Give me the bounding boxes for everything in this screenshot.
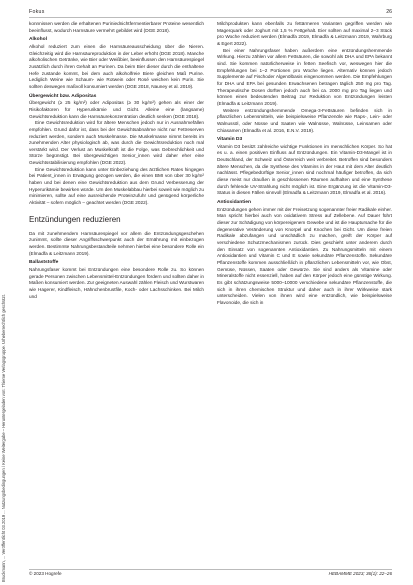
paragraph: Entzündungen gehen immer mit der Freisetzung sogenannter freier Radikale einher. Man spricht hierbei auch von oxidativem Stress auf Zellebene. Auf Dauer führt dieser zur Schädigung von körpereigenem Gewebe und ist die Hauptursache für die degenerative Veränderung von Knorpel und Knochen bei Gicht. Um diese freien Radikale abzufangen und unschädlich zu machen, greift der Körper auf verschiedene Schutzmechanismen zurück. Dies geschieht unter anderem durch den Einsatz von sogenannten Antioxidantien. Zu Nahrungsmitteln mit einem Antioxidantien und Vitamin C und E sowie sekundäre Pflanzenstoffe. Sekundäre Pflanzenstoffe kommen ausschließlich in pflanzlichen Lebensmitteln vor, wie Obst, Gemüse, Nüssen, Saaten oder Gewürze. Sie sind anders als Vitamine oder Mineralstoffe nicht essenziell, haben auf den Körper jedoch eine günstige Wirkung. Es gibt schätzungsweise 5000–10000 verschiedene sekundäre Pflanzenstoffe, die sich in ihren chemischen Struktur und daher auch in ihrer Wirkweise stark unterscheiden. Vielen von ihnen wird eine entzündlich, wie beispielsweise Flavonoide, die sich in xyxy=(217,206,392,305)
sidebar-text: Bruckmann, ... Veröffentlicht 03.2019 ... Nutzungsbedingungen / Keine Weitergabe – Heruntergeladen von: Thieme Verlagsgruppe. Urheberrechtlich geschützt. xyxy=(1,294,6,582)
left-column xyxy=(29,21,204,300)
paragraph: Da mit zunehmendem Harnsäurespiegel vor allem die Entzündungsgeschehen zunimmt, sollte dieser Angriffsschwerpunkt auch der Ernährung mit einbezogen werden. Bestimmte Nahrungsbestandteile nehmen hierbei eine besondere Rolle ein (Elmadfa & Leitzmann 2019). xyxy=(29,230,204,256)
section-label: Fokus xyxy=(29,9,45,15)
page-header xyxy=(29,9,392,18)
subheading: Antioxidantien xyxy=(217,200,251,206)
paragraph: Eine Gewichtsreduktion wird für ältere Menschen jedoch nur in Ausnahmefällen empfohlen. Grund dafür ist, dass bei der Gewichtsabnahme nicht nur Fettreserven reduziert werden, sondern auch Muskelmasse. Die Muskelmasse nimmt bereits im zunehmenden Alter physiologisch ab, was durch die Gewichtsreduktion noch mal verstärkt wird. Der Verlust an Muskelkraft ist die Folge, was Gebrechlichkeit und Stürze begünstigt. Bei übergewichtigen Senior_innen wird daher eher eine Gewichtsstabilisierung empfohlen (DGE 2022). xyxy=(29,120,204,166)
paragraph: Nahrungsfaser kommt bei Entzündungen eine besondere Rolle zu. So können gerade Personen zwischen Lebensmittel-Entzündungen fördern und sollten daher in Maßen konsumiert werden. Zur geeigneten Auswahl zählen Fleisch und Wurstwaren wie Hagerer, Kindfleisch, Hähnchenbrustfile, Koch- oder Lachsschinken. Bei Milch und xyxy=(29,267,205,299)
paragraph: Alkohol reduziert zum einen die Harnsäureausscheidung über die Nieren. Gleichzeitig wird die Harnsäureproduktion in der Leber erhöht (DGE 2018). Manche alkoholischen Getränke, wie Bier oder Weißbier, beeinflussen den Harnsäurespiegel zusätzlich durch ihren Gehalt an Purinen. Da beim Bier dieser durch die enthaltene Hefe zustande kommt, bei dem auch alkoholfreie Biere gleichen Maß Purine. Lediglich Weine wie Schaum- wie Rotwein oder Rosé weichen kein Purin. Sie sollten deswegen maßvoll konsumiert werden (DGE 2018, Nauney et al. 2019). xyxy=(29,43,204,89)
copyright: © 2023 Hogrefe xyxy=(29,571,62,576)
paragraph: Weitere entzündungshemmende Omega-3-Fettsäuren befinden sich in pflanzlichen Lebensmitteln, wie beispielsweise Pflanzenöle wie Raps-, Lein- oder Walnussöl, oder Nüsse und Saaten wie Walnüsse, Walnüsse, Leinsamen oder Chiasamen (Elmadfa et al. 2016, E.N.V. 2019). xyxy=(217,107,392,133)
section-heading: Entzündungen reduzieren xyxy=(29,214,121,224)
subheading: Vitamin D3 xyxy=(217,137,243,143)
page-footer xyxy=(29,569,392,578)
subheading: Alkohol xyxy=(29,37,47,43)
paragraph: Vitamin D3 besitzt zahlreiche wichtige Funktionen im menschlichen Körper. So hat es u. a. einen positiven Einfluss auf Entzündungen. Ein Vitamin-D3-Mangel ist in Deutschland, der Schweiz und Österreich weit verbreitet. Betroffen sind besonders ältere Menschen, da die Synthese des Vitamins in der Haut mit dem Alter deutlich nachlässt. Pflegebedürftige Senior_innen sind nochmal häufiger betroffen, da sich diese meist nur draußen in geschlossenen Räumen aufhalten und eine Synthese durch fehlende UV-Strahlung nicht möglich ist. Eine Ergänzung ist die Vitamin-D3-Status in diesen Fällen sinnvoll (Elmadfa & Leitzmann 2019, Elmadfa et al. 2016). xyxy=(217,143,392,196)
subheading: Ballaststoffe xyxy=(29,260,59,266)
paragraph: Übergewicht (≥ 25 kg/m²) oder Adipositas (≥ 30 kg/m²) gehen als einer der Risikofaktoren für Hyperurikämie und Gicht. Alleine eine (langsame) Gewichtsreduktion kann die Harnsäurekonzentration deutlich senken (DGE 2018). xyxy=(29,100,204,119)
side-margin-note xyxy=(0,0,11,585)
right-column xyxy=(217,21,392,307)
journal-citation: HEBAMME 2023; 36(1): 22–26 xyxy=(328,571,392,576)
page-number: 26 xyxy=(386,9,392,15)
subheading: Übergewicht bzw. Adipositas xyxy=(29,93,97,99)
paragraph: Bei einer Nahrungsfaser haben außerdem eine entzündungshemmende Wirkung. Hierzu zählen vor allem Fettsäuren, die sowohl als DHA und EPA bekannt sind. Sie kommen natürlicherweise in fetten Seefisch vor, weswegen hier die Empfehlungen bei 1–2 Portionen pro Woche liegen. Alternativ können jedoch Supplemente auf Fischoder Algenölbasis eingenommen werden. Die Empfehlungen für DHA und EPA bei gesunden Erwachsenen betragen täglich 250 mg pro Tag. Therapeutische Dosen dürften jedoch auch bei ca. 2000 mg pro Tag liegen und können einen bedeutenden Beitrag zur Reduktion von Entzündungen leisten (Elmadfa & Leitzmann 2019). xyxy=(217,47,392,106)
paragraph: konnnissen werden die erhaltenen Puriniednichtfermentierbarer Proteine wesentlich beeinflusst, wodurch Harnsäure vermehrt gebildet wird (DGE 2018). xyxy=(29,21,204,33)
paragraph: Eine Gewichtsreduktion kann unter Einbeziehung des ärztlichen Rates hingegen bei Patient_innen in Erwägung gezogen werden, die einen BMI von über 30 kg/m² haben und bei denen eine Gewichtsreduktion aus dem Grund Verbesserung der Hyperurikämie bewirken würde. Um den Muskelabbau hierbei soweit wie möglich zu minimieren, sollte auf eine ausreichende Proteinzufuhr und genügend körperliche Aktivität – sofern möglich – geachtet werden (DGE 2022). xyxy=(29,166,204,206)
paragraph: Milchprodukten kann ebenfalls zu fettärmeren Varianten gegriffen werden wie Magerquark oder Joghurt mit 1,5 % Fettgehalt. Eier sollten auf maximal 2–3 Stück pro Woche reduziert werden (Elmadfa 2019, Elmadfa & Leitzmann 2019, Wahrburg & Egert 2022). xyxy=(217,21,392,46)
